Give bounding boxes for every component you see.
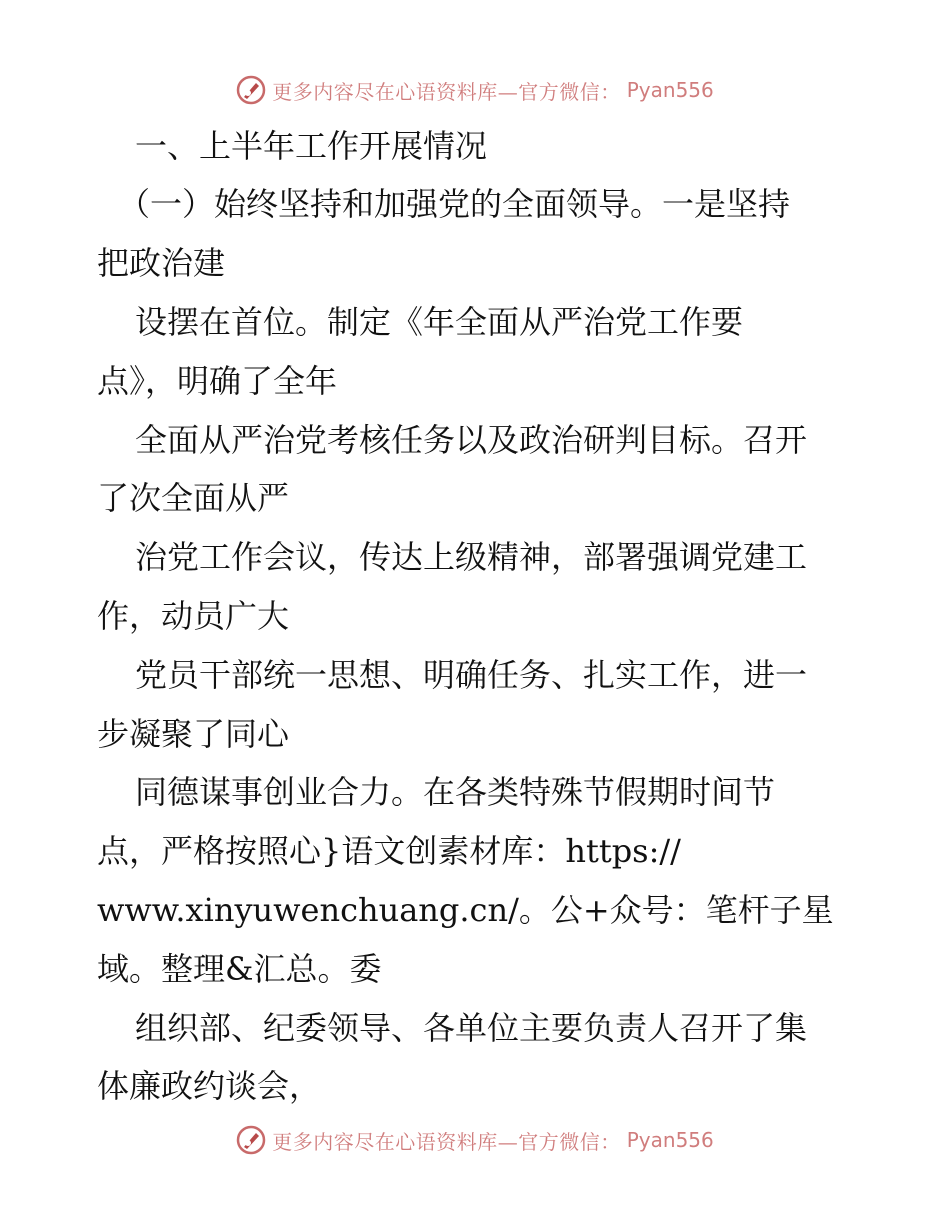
header-banner-wechat-id: Pyan556 [626,78,714,102]
body-line: 党员干部统一思想、明确任务、扎实工作，进一 [135,656,808,694]
footer-banner-wechat-id: Pyan556 [626,1128,714,1152]
body-line: 作，动员广大 [97,597,290,635]
body-line: 体廉政约谈会， [97,1067,322,1105]
body-line: （一）始终坚持和加强党的全面领导。一是坚持 [118,185,791,223]
body-line: 步凝聚了同心 [97,715,290,753]
body-line: 点》，明确了全年 [97,362,338,400]
body-line: 了次全面从严 [97,479,290,517]
footer-watermark-banner [0,1122,950,1158]
body-line: 同德谋事创业合力。在各类特殊节假期时间节 [135,773,776,811]
footer-banner-text: 更多内容尽在心语资料库—官方微信： [272,1129,621,1154]
header-banner-text: 更多内容尽在心语资料库—官方微信： [272,79,621,104]
body-line-url: www.xinyuwenchuang.cn/。公+众号：笔杆子星 [97,891,834,929]
brush-logo-icon [236,1125,266,1155]
body-line: 全面从严治党考核任务以及政治研判目标。召开 [135,421,808,459]
body-line: 点，严格按照心}语文创素材库：https:// [97,832,681,870]
section-heading: 一、上半年工作开展情况 [135,127,488,165]
body-line: 治党工作会议，传达上级精神，部署强调党建工 [135,538,808,576]
body-line: 组织部、纪委领导、各单位主要负责人召开了集 [135,1009,808,1047]
body-line: 域。整理&汇总。委 [97,950,382,988]
body-line: 设摆在首位。制定《年全面从严治党工作要 [135,303,744,341]
body-line: 把政治建 [97,244,226,282]
